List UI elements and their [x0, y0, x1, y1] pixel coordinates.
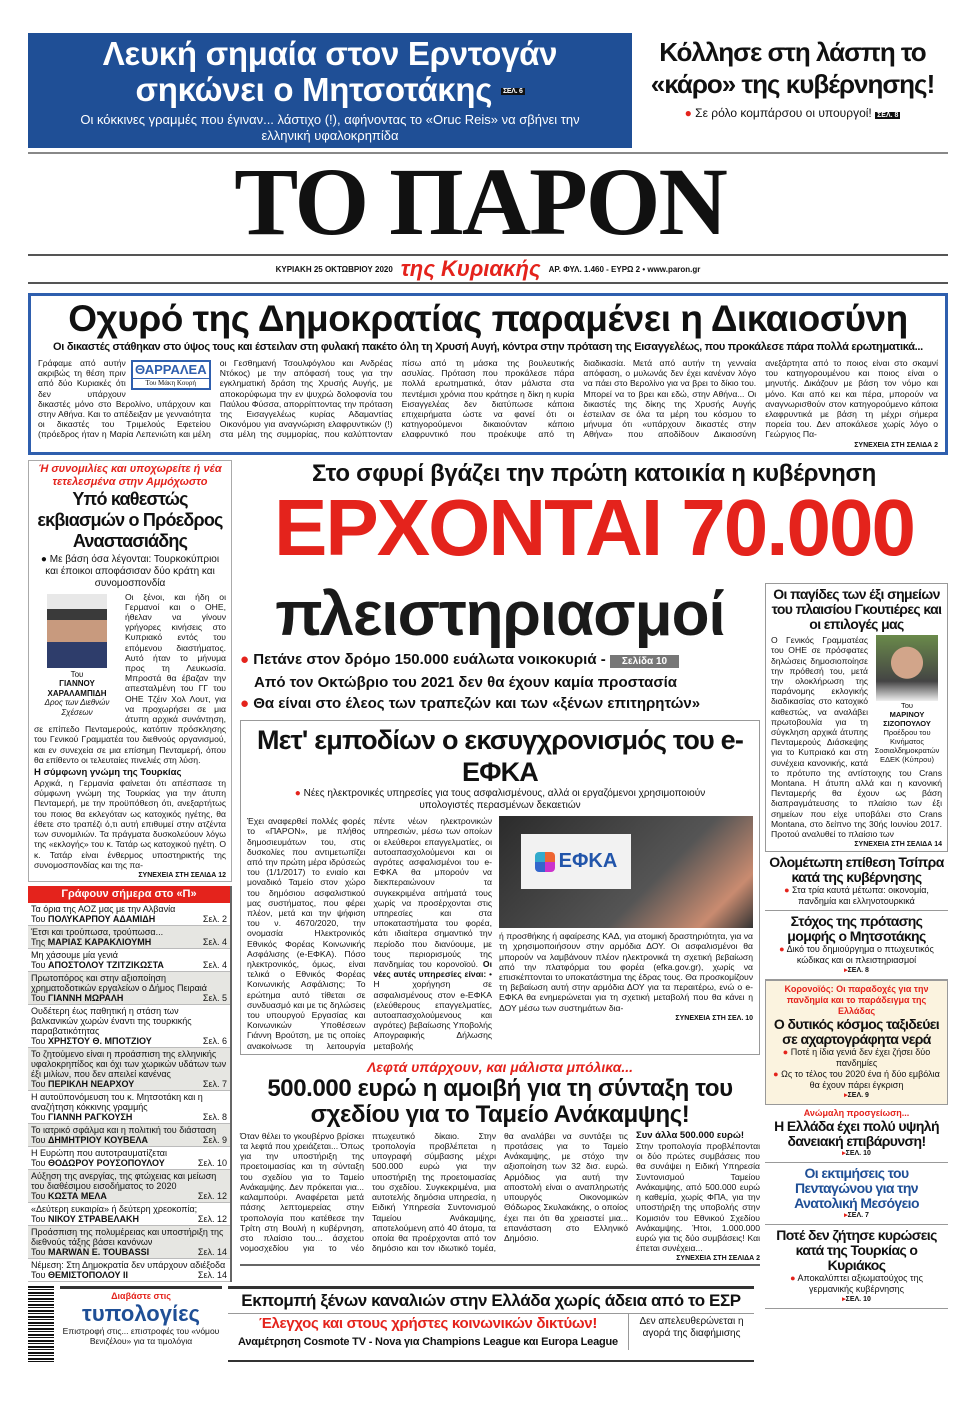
item-author: ΓΙΑΝΝΗ ΡΑΓΚΟΥΣΗ	[47, 1111, 133, 1122]
teaser-sub: Οι κόκκινες γραμμές που έγιναν... λάστιχο (!), αφήνοντας το «Oruc Reis» να σβήνει την ελληνική υφαλοκρηπίδα	[80, 112, 580, 144]
teaser[interactable]	[765, 852, 948, 911]
item-title: Μη χάσουμε μία γενιά	[31, 949, 118, 960]
kicker: Διαβάστε στις	[111, 1290, 171, 1301]
fund-article[interactable]	[240, 1059, 760, 1266]
masthead-subtitle: της Κυριακής	[400, 256, 541, 281]
headline: Εκπομπή ξένων καναλιών στην Ελλάδα χωρίς άδεια από το ΕΣΡ	[228, 1289, 754, 1314]
body: Του ΜΑΡΙΝΟΥ ΣΙΖΟΠΟΥΛΟΥ Προέδρου του Κινήματος Σοσιαλδημοκρατών ΕΔΕΚ (Κύπρου) Ο Γενικός Γραμματέας του ΟΗΕ σε πρόσφατες δηλώσεις δημοσιοποίησε την πρόθεσή του, μετά την ολοκλήρωση της παράνομης εκλογικής διαδικασίας στο κατοχικό καθεστώς, να αναλάβει πρωτοβουλία για τη σύγκληση αρχικά άτυπης Πενταμερούς Διάσκεψης για το Κυπριακό και στη συνέχεια κανονικής, κατά το πρότυπο της αντίστοιχης του Crans Montana. Η άτυπη αλλά και η κανονική Πενταμερής θα έχουν ως βάση διαπραγμάτευσης το πλαίσιο των έξι σημείων που είχε υποβάλει στο Crans Montana, στο δείπνο της 30ής Ιουνίου 2017. Προτού αναλυθεί το πλαίσιο των	[771, 635, 942, 840]
list-item[interactable]	[28, 949, 230, 972]
content-area	[28, 293, 948, 1362]
item-prefix: Του	[31, 1078, 46, 1089]
body: Όταν θέλει το γκουβέρνο βρίσκει τα λεφτά που χρειάζεται... Όπως για την υποστήριξη της προετοιμασίας και τη σύνταξη του σχεδίου για το Ταμείο Ανάκαμψης. Δεν πρόκειται για... καλαμπούρι. Αναφέρεται μετά πάσης λεπτομερείας στην τροπολογία που κατέθεσε την Τρίτη στη Βουλή η κυβέρνηση, στο πλαίσιο του... άσχετου νομοσχεδίου για το νέο πτωχευτικό δίκαιο. Στην τροπολογία προβλέπεται η υπογραφή σύμβασης μέχρι 500.000 ευρώ για την υποστήριξη της προετοιμασίας του σχεδίου. Συγκεκριμένα, μια αυτοτελής δημόσια υπηρεσία, η Ειδική Υπηρεσία Συντονισμού Ταμείου Ανάκαμψης, αποτελούμενη από 40 άτομα, τα οποία θα προέρχονται από τον δημόσιο και τον ιδιωτικό τομέα, θα αναλάβει να συντάξει τις προτάσεις για το Ταμείο Ανάκαμψης, με στόχο την αξιοποίηση των 32 δισ. ευρώ. Αρμόδιος για αυτή την αποστολή είναι ο αναπληρωτής υπουργός Οικονομικών Θόδωρος Σκυλακάκης, ο οποίος έχει πει ότι θα χρειαστεί μια... επανάσταση στο Ελληνικό Δημόσιο. Συν άλλα 500.000 ευρώ! Στην τροπολογία προβλέπονται οι δύο πρώτες συμβάσεις που θα συνάψει η Ειδική Υπηρεσία Συντονισμού Ταμείου Ανάκαμψης, από 500.000 ευρώ η καθεμία, χωρίς ΦΠΑ, για την υποστήριξη της υποβολής στην Κομισιόν του Εθνικού Σχεδίου Ανάκαμψης. Ήτοι, 1.000.000 ευρώ για τις δύο συμβάσεις! Και έπεται συνέχεια...	[240, 1129, 760, 1254]
list-item[interactable]	[28, 903, 230, 926]
subhead: Οι νέες αυτές υπηρεσίες είναι:	[373, 959, 492, 980]
item-prefix: Του	[31, 1269, 46, 1280]
author: Του ΜΑΡΙΝΟΥ ΣΙΖΟΠΟΥΛΟΥ Προέδρου του Κινήματος Σοσιαλδημοκρατών ΕΔΕΚ (Κύπρου)	[874, 701, 940, 765]
page-ref[interactable]: Σελίδα 10	[610, 655, 679, 668]
item-title: Αύξηση της ανεργίας, της φτώχειας και μείωση του διαθέσιμου εισοδήματος το 2020	[31, 1170, 217, 1191]
list-item[interactable]	[28, 1226, 230, 1259]
item-author: ΓΙΑΝΝΗ ΜΩΡΑΛΗ	[47, 992, 124, 1003]
teaser-headline: Ο δυτικός κόσμος ταξιδεύει σε αχαρτογράφητα νερά	[773, 1016, 940, 1048]
list-item[interactable]	[28, 1091, 230, 1124]
top-right-teaser[interactable]	[645, 36, 940, 148]
headline: Υπό καθεστώς εκβιασμών ο Πρόεδρος Αναστασιάδης	[37, 488, 223, 551]
page-ref[interactable]: ▸ΣΕΛ. 9	[844, 1092, 869, 1100]
bullet: ● Νέες ηλεκτρονικές υπηρεσίες για τους ασφαλισμένους, αλλά οι εργαζόμενοι χρησιμοποιούν υπολογιστές περασμένων δεκαετιών	[294, 788, 706, 812]
main-bullets: ● Πετάνε στον δρόμο 150.000 ευάλωτα νοικοκυριά - Σελίδα 10 Από τον Οκτώβριο του 2021 δεν θα έχουν καμία προστασία ● Θα είναι στο έλεος των τραπεζών και των «ξένων επιτηρητών»	[240, 651, 701, 713]
lead-body: ΘΑΡΡΑΛΕΑ Του Μάκη Κουρή Γράφαμε από αυτήν ακριβώς τη θέση πριν από δύο Κυριακές ότι δεν υπάρχουν δικαστές μόνο στο Βερολίνο, υπάρχουν και στην Αθήνα. Και το απέδειξαν με γενναιότητα οι δικαστές του Τριμελούς Εφετείου (πρόεδρος ήταν η Μαρία Λεπενιώτη και μέλη οι Γεσθημανή Τσουλφόγλου και Ανδρέας Ντόκος) με την απόφασή τους για την εγκληματική δράση της Χρυσής Αυγής, με αποκορύφωμα την εν ψυχρώ δολοφονία του Παύλου Φύσσα, απορρίπτοντας την πρόταση της Εισαγγελέως κυρίας Αδαμαντίας Οικονόμου για αναγνώριση ελαφρυντικών (!) στα μέλη της συμμορίας, που καλύπτονταν πίσω από τη μάσκα της βουλευτικής ασυλίας. Πρόταση που προκάλεσε πάρα πολλά ερωτηματικά, όταν μάλιστα στα πεντέμισι χρόνια που κράτησε η δίκη η κυρία Εισαγγελέας δεν διατύπωσε κάποια επιχειρήματα ώστε να φανεί ότι οι κατηγορούμενοι δικαιούνταν κάποιο ελαφρυντικό που προέκυψε από τη διαδικασία. Μετά από αυτήν τη γενναία απόφαση, ο μυλωνάς δεν έχει κανέναν λόγο να πάει στο Βερολίνο για να βρει το δίκιο του. Μπορεί να το βρει και εδώ, στην Αθήνα... Οι δικαστές της δίκης της Χρυσής Αυγής έστειλαν σε όλα τα μέρη του κόσμου το μήνυμα ότι «υπάρχουν δικαστές στην Αθήνα» που αποδίδουν Δικαιοσύνη ανεξάρτητα από το ποιος είναι στο σκαμνί του κατηγορουμένου και ποιος είναι ο μηνυτής. Δικάζουν με βάση τον νόμο και μόνο. Και από κει και πέρα, μπορούν να αναγνωρισθούν στον κατηγορούμενο κάποια ελαφρυντικά με βάση τη μέχρι σήμερα πορεία του. Δεν αποκάλεσε χωρίς λόγο ο Γεώργιος Πα-	[38, 358, 938, 440]
teaser-bullet: ● Ως το τέλος του 2020 ένα ή δύο εμβόλια θα έχουν πάρει έγκριση	[773, 1069, 940, 1091]
headline: Μετ' εμποδίων ο εκσυγχρονισμός του e-ΕΦΚΑ	[256, 725, 744, 788]
continue-link[interactable]: ΣΥΝΕΧΕΙΑ ΣΤΗ ΣΕΛΙΔΑ 14	[854, 841, 942, 849]
efka-photo	[499, 816, 753, 928]
item-title: Πρωτοπόρος και στην αξιοποίηση χρηματοδοτικών εργαλείων ο Δήμος Πειραιά	[31, 972, 207, 993]
teaser-headline: Στόχος της πρότασης μομφής ο Μητσοτάκης	[787, 913, 926, 945]
lead-article[interactable]	[28, 293, 948, 455]
main-headline-2: πλειστηριασμοί	[275, 580, 725, 650]
item-title: Το ιατρικό σφάλμα και η πολιτική του διάσταση	[31, 1124, 217, 1135]
item-page: Σελ. 12	[197, 1213, 227, 1224]
teasers	[765, 852, 948, 1309]
kicker: Λεφτά υπάρχουν, και μάλιστα μπόλικα...	[366, 1058, 634, 1075]
item-page: Σελ. 10	[197, 1157, 227, 1168]
teaser-bullet: ● Στα τρία καυτά μέτωπα: οικονομία, πανδημία και ελληνοτουρκικά	[784, 885, 929, 907]
headline: Οι παγίδες των έξι σημείων του πλαισίου Γκουτιέρες και οι επιλογές μας	[771, 586, 942, 633]
body: ή προσθήκης ή αφαίρεσης ΚΑΔ, για ατομική δραστηριότητα, για να τη χρησιμοποιήσουν στην αρμόδια ΔΟΥ. Οι ασφαλισμένοι θα μπορούν να λαμβάνουν πλέον ηλεκτρονικά τη σχετική βεβαίωση από την πλατφόρμα του φορέα (efka.gov.gr), χωρίς να επισκέπτονται το υποκατάστημα της έδρας τους. Θα προσκομίζουν τη βεβαίωση αυτή στην αρμόδια ΔΟΥ για τα περαιτέρω, ενώ ο e-ΕΦΚΑ θα ενημερώνεται για τη σχετική μεταβολή που θα κάνει η ΔΟΥ μέσω των συστημάτων δια-	[499, 931, 753, 1013]
item-page: Σελ. 9	[202, 1134, 227, 1145]
item-title: Νέμεση: Στη Δημοκρατία δεν υπάρχουν αδιέξοδα	[31, 1259, 226, 1270]
item-title: Έτσι και τρούπωσα, τρούπωσα...	[31, 926, 164, 937]
page-ref[interactable]: ▸ΣΕΛ. 10	[842, 1296, 871, 1304]
masthead-dateline	[28, 256, 948, 282]
issue-date: ΚΥΡΙΑΚΗ 25 ΟΚΤΩΒΡΙΟΥ 2020	[275, 264, 393, 274]
item-page: Σελ. 12	[197, 1190, 227, 1201]
efka-article[interactable]	[240, 720, 760, 1055]
item-title: Ουδέτερη έως παθητική η στάση των βαλκανικών χωρών έναντι της τουρκικής παραβατικότητας	[31, 1005, 192, 1036]
teaser-headline: Ποτέ δεν ζήτησε κυρώσεις κατά της Τουρκίας ο Κυριάκος	[776, 1227, 937, 1274]
teaser-headline: Λευκή σημαία στον Ερντογάν σηκώνει ο Μητσοτάκης ΣΕΛ. 6	[102, 35, 558, 108]
teaser-bullet: ● Ποτέ η ίδια γενιά δεν έχει ζήσει δύο πανδημίες	[782, 1047, 931, 1069]
item-page: Σελ. 8	[202, 1111, 227, 1122]
item-author: ΠΕΡΙΚΛΗ ΝΕΑΡΧΟΥ	[47, 1078, 135, 1089]
author: Του ΓΙΑΝΝΟΥ ΧΑΡΑΛΑΜΠΙΔΗ Δρος των Διεθνών Σχέσεων	[44, 669, 110, 717]
item-prefix: Του	[31, 913, 46, 924]
bullet: ● Με βάση όσα λέγονται: Τουρκοκύπριοι και έποικοι αποφάσισαν δύο κράτη και συνομοσπονδία	[40, 553, 220, 589]
item-prefix: Του	[31, 1246, 46, 1257]
page-ref[interactable]: ▸ΣΕΛ. 8	[844, 967, 869, 975]
typologies-box[interactable]	[60, 1286, 222, 1362]
author-box	[872, 635, 942, 764]
item-page: Σελ. 7	[202, 1078, 227, 1089]
item-prefix: Του	[31, 1134, 46, 1145]
item-title: Προάσπιση της πολυμέρειας και υποστήριξη της διεθνούς τάξης βάσει κανόνων	[31, 1226, 224, 1247]
center-column	[240, 580, 760, 1266]
teaser-bullet: ● Δικό του δημιούργημα ο πτωχευτικός κώδικας και οι πλειστηριασμοί	[779, 944, 934, 966]
efka-logo-icon	[535, 852, 555, 872]
item-prefix: Του	[31, 1157, 46, 1168]
teaser[interactable]	[765, 911, 948, 980]
body-2: Αρχικά, η Γερμανία φαίνεται ότι απέσπασε τη σύμφωνη γνώμη της Τουρκίας για την άτυπη Πενταμερή, με την προϋπόθεση ότι, ανεξαρτήτως του ποιος θα εκλεγόταν ως κατοχικός ηγέτης, θα έθετε στο τραπέζι ό,τι αυτή επιθυμεί στην ατζέντα των συνομιλιών. Τα πράγματα δυσκολεύουν λόγω της «εκλογής» του κ. Τατάρ ως κατοχικού ηγέτη. Ο κ. Τατάρ είναι ένθερμος υποστηρικτής της συνομοσπονδίας και της πα-	[34, 778, 226, 870]
continue-link[interactable]: ΣΥΝΕΧΕΙΑ ΣΤΗ ΣΕΛ. 10	[675, 1014, 753, 1022]
item-author: ΧΡΗΣΤΟΥ Θ. ΜΠΟΤΖΙΟΥ	[47, 1035, 152, 1046]
kicker: Κορονοϊός: Οι παραδοχές για την πανδημία και το παράδειγμα της Ελλάδας	[784, 984, 929, 1017]
item-prefix: Του	[31, 1213, 46, 1224]
list-item[interactable]	[28, 1170, 230, 1203]
text: Επιστροφή στις... επιστροφές του «νόμου Βενιζέλου» για τα τιμολόγια	[62, 1325, 220, 1346]
list-item[interactable]	[28, 1005, 230, 1048]
efka-logo: ΕΦΚΑ	[558, 850, 618, 873]
media-article[interactable]	[228, 1286, 754, 1362]
teaser[interactable]	[765, 1163, 948, 1225]
subhead: Η σύμφωνη γνώμη της Τουρκίας	[34, 767, 182, 779]
list-title: Γράφουν σήμερα στο «Π»	[28, 886, 230, 903]
left-column	[28, 460, 232, 1282]
page-ref[interactable]: ΣΕΛ. 8	[877, 112, 899, 119]
continue-link[interactable]: ΣΥΝΕΧΕΙΑ ΣΤΗ ΣΕΛΙΔΑ 2	[676, 1255, 760, 1263]
cyprus-article[interactable]	[28, 460, 232, 882]
teaser-sub: ● Σε ρόλο κομπάρσου οι υπουργοί! ΣΕΛ. 8	[684, 106, 899, 120]
item-prefix: Της	[31, 936, 46, 947]
column-badge	[131, 360, 211, 390]
list-item[interactable]	[28, 1048, 230, 1091]
right-column	[765, 583, 948, 1309]
item-title: Το ζητούμενο είναι η προάσπιση της ελληνικής υφαλοκρηπίδος και όχι των χωρικών υδάτων των έξι μιλίων, που δεν απειλεί κανένας	[31, 1048, 227, 1079]
continue-link[interactable]: ΣΥΝΕΧΕΙΑ ΣΤΗ ΣΕΛΙΔΑ 12	[138, 871, 226, 879]
item-author: ΘΟΔΩΡΟΥ ΡΟΥΣΟΠΟΥΛΟΥ	[47, 1157, 165, 1168]
item-title: «Δεύτερη ευκαιρία» ή δεύτερη χρεοκοπία;	[31, 1203, 198, 1214]
item-author: ΔΗΜΗΤΡΙΟΥ ΚΟΥΒΕΛΑ	[47, 1134, 149, 1145]
item-title: Τα όρια της ΑΟΖ μας με την Αλβανία	[31, 903, 176, 914]
body: Έχει αναφερθεί πολλές φορές το «ΠΑΡΟΝ», με πλήθος δημοσιευμάτων του, στις δυσκολίες που αντιμετωπίζει από την πρώτη μέρα ιδρύσεώς του (1/1/2017) το ενιαίο και μοναδικό Ταμείο στον χώρο του δημόσιου ασφαλιστικού μας συστήματος, που φέρει πλέον, μετά και την ψήφιση του ν. 4670/2020, την ονομασία Ηλεκτρονικός Εθνικός Φορέας Κοινωνικής Ασφάλισης (e-ΕΦΚΑ). Πόσο ηλεκτρονικός, όμως, είναι τελικά ο Εθνικός Φορέας Κοινωνικής Ασφάλισης; Το ερώτημα αυτό τίθεται σε συνδυασμό και με τις δηλώσεις του υπουργού Εργασίας και Κοινωνικών Υποθέσεων Γιάννη Βρούτση, με τις οποίες ανακοίνωσε τη λειτουργία πέντε νέων ηλεκτρονικών υπηρεσιών, μέσω των οποίων οι ελεύθεροι επαγγελματίες, οι αυτοαπασχολούμενοι και οι αγρότες ασφαλισμένοι του e-ΕΦΚΑ θα μπορούν να διεκπεραιώνουν τα συγκεκριμένα αιτήματά τους χωρίς να προσέρχονται στις υπηρεσίες και στα υποκαταστήματα του φορέα, κάτι ιδιαίτερα σημαντικό την περίοδο που διανύουμε, με τους περιορισμούς της πανδημίας του κορονοϊού. Οι νέες αυτές υπηρεσίες είναι: • Η χορήγηση σε ασφαλισμένους στον e-ΕΦΚΑ (ελεύθερους επαγγελματίες, αυτοαπασχολούμενους και αγρότες) βεβαίωσης Υποβολής Απογραφικής Δήλωσης μεταβολής	[247, 816, 492, 1051]
item-author: ΚΩΣΤΑ ΜΕΛΑ	[47, 1190, 107, 1201]
body-2: • Η χορήγηση σε ασφαλισμένους στον e-ΕΦΚΑ (ελεύθερους επαγγελματίες, αυτοαπασχολούμενους και αγρότες) βεβαίωσης Υποβολής Απογραφικής Δήλωσης μεταβολής	[373, 969, 492, 1051]
column-name: ΘΑΡΡΑΛΕΑ	[134, 362, 207, 377]
main-story-top	[240, 459, 948, 572]
top-left-teaser[interactable]	[28, 33, 632, 148]
author-photo	[47, 594, 107, 668]
item-title: Η Ευρώπη που αυτοτραυματίζεται	[31, 1147, 167, 1158]
item-page: Σελ. 4	[202, 959, 227, 970]
item-page: Σελ. 4	[202, 936, 227, 947]
headline: 500.000 ευρώ η αμοιβή για τη σύνταξη του σχεδίου για το Ταμείο Ανάκαμψης!	[267, 1074, 733, 1128]
teaser[interactable]	[765, 980, 948, 1105]
list-item[interactable]	[28, 1259, 230, 1282]
item-page: Σελ. 14	[197, 1269, 227, 1280]
item-prefix: Του	[31, 1035, 46, 1046]
lead-headline: Οχυρό της Δημοκρατίας παραμένει η Δικαιοσύνη	[68, 298, 908, 339]
list-item[interactable]	[28, 1124, 230, 1147]
teaser[interactable]	[765, 1225, 948, 1309]
item-page: Σελ. 5	[202, 992, 227, 1003]
guterres-article[interactable]	[765, 583, 948, 852]
teaser-bullet: ● Αποκαλύπτει αξιωματούχος της γερμανικής κυβέρνησης	[790, 1273, 923, 1295]
item-author: MARWAN E. TOUBASSI	[47, 1246, 150, 1257]
item-page: Σελ. 14	[197, 1246, 227, 1257]
bottom-strip	[28, 1286, 760, 1362]
subhead-red: Έλεγχος και στους χρήστες κοινωνικών δικτύων!	[258, 1314, 598, 1332]
item-author: ΜΑΡΙΑΣ ΚΑΡΑΚΛΙΟΥΜΗ	[47, 936, 152, 947]
item-title: Η αυτοϋπονόμευση του κ. Μητσοτάκη και η αναζήτηση κόκκινης γραμμής	[31, 1091, 203, 1112]
teaser-headline: Κόλλησε στη λάσπη το «κάρο» της κυβέρνησης!	[650, 37, 935, 99]
item-author: ΝΙΚΟΥ ΣΤΡΑΒΕΛΑΚΗ	[47, 1213, 140, 1224]
page-ref[interactable]: ▸ΣΕΛ. 10	[842, 1150, 871, 1158]
item-page: Σελ. 2	[202, 913, 227, 924]
teaser-headline: Ολομέτωπη επίθεση Τσίπρα κατά της κυβέρνησης	[769, 854, 944, 886]
masthead-rule	[28, 282, 948, 284]
item-prefix: Του	[31, 1111, 46, 1122]
page-ref[interactable]: ▸ΣΕΛ. 7	[844, 1212, 869, 1220]
list-item[interactable]	[28, 1147, 230, 1170]
page-ref[interactable]: ΣΕΛ. 6	[503, 88, 523, 96]
item-page: Σελ. 6	[202, 1035, 227, 1046]
author-box	[34, 594, 120, 718]
lead-subhead: Οι δικαστές στάθηκαν στο ύψος τους και έστειλαν στη φυλακή πακέτο όλη τη Χρυσή Αυγή, κόντρα στην πρόταση της Εισαγγελέως, που προκάλεσε πάρα πολλά ερωτηματικά...	[53, 341, 923, 353]
barcode	[28, 1286, 54, 1362]
item-prefix: Του	[31, 1190, 46, 1201]
teaser-headline: Οι εκτιμήσεις του Πενταγώνου για την Ανατολική Μεσόγειο	[794, 1165, 919, 1212]
kicker: Ανώμαλη προσγείωση...	[803, 1108, 910, 1119]
item-author: ΘΕΜΙΣΤΟΠΟΛΟΥ ΙΙ	[47, 1269, 128, 1280]
author-photo	[876, 635, 938, 701]
main-headline: ΕΡΧΟΝΤΑΙ 70.000	[274, 482, 914, 572]
columnists-list	[28, 886, 232, 1282]
body: Του ΓΙΑΝΝΟΥ ΧΑΡΑΛΑΜΠΙΔΗ Δρος των Διεθνών Σχέσεων Οι ξένοι, και ήδη οι Γερμανοί και ο ΟΗΕ, ήθελαν να γίνουν γρήγορες κινήσεις στο Κυπριακό εντός του επόμενου διαστήματος. Αυτό ήταν το μήνυμα προς τη Λευκωσία. Μπροστά θα έβαζαν την απεσταλμένη του ΓΓ του ΟΗΕ Τζέιν Χολ Λουτ, για να προχωρήσει σε μια άτυπη αρχικά συνάντηση, σε επίπεδο Πενταμερούς, κατόπιν πρόσκλησης του Γενικού Γραμματέα του διεθνούς οργανισμού, και εν συνεχεία σε μια επίσημη Πενταμερή, όπου θα επίθεντο οι τελευταίες πινελιές στη λύση. Η σύμφωνη γνώμη της Τουρκίας Αρχικά, η Γερμανία φαίνεται ότι απέσπασε τη σύμφωνη γνώμη της Τουρκίας για την άτυπη Πενταμερή, με την προϋπόθεση ότι, ανεξαρτήτως του ποιος θα εκλεγόταν ως κατοχικός ηγέτης, θα έθετε στο τραπέζι ό,τι αυτή επιθυμεί στην ατζέντα των συνομιλιών. Τα πράγματα δυσκολεύουν λόγω της «εκλογής» του κ. Τατάρ ως κατοχικού ηγέτη. Ο κ. Τατάρ είναι ένθερμος υποστηρικτής της συνομοσπονδίας και της πα-	[34, 591, 226, 870]
teaser-headline: Η Ελλάδα έχει πολύ υψηλή δανειακή επιβάρυνση!	[774, 1118, 939, 1150]
list-item[interactable]	[28, 1203, 230, 1226]
main-kicker: Στο σφυρί βγάζει την πρώτη κατοικία η κυβέρνηση	[311, 459, 877, 487]
masthead-title: ΤΟ ΠΑΡΟΝ	[234, 148, 726, 255]
list-item[interactable]	[28, 926, 230, 949]
item-author: ΑΠΟΣΤΟΛΟΥ ΤΖΙΤΖΙΚΩΣΤΑ	[47, 959, 164, 970]
subhead: Συν άλλα 500.000 ευρώ!	[636, 1129, 745, 1141]
list-item[interactable]	[28, 972, 230, 1005]
column-author: Του Μάκη Κουρή	[133, 378, 209, 388]
typologies-logo: τυπολογίες	[82, 1300, 200, 1326]
item-prefix: Του	[31, 992, 46, 1003]
item-author: ΠΟΛΥΚΑΡΠΟΥ ΑΔΑΜΙΔΗ	[47, 913, 156, 924]
teaser[interactable]	[765, 1105, 948, 1163]
subhead: Αναμέτρηση Cosmote TV - Nova για Champions League και Europa League	[238, 1335, 618, 1348]
issue-info: ΑΡ. ΦΥΛ. 1.460 - ΕΥΡΩ 2 • www.paron.gr	[548, 264, 701, 274]
continue-link[interactable]: ΣΥΝΕΧΕΙΑ ΣΤΗ ΣΕΛΙΔΑ 2	[854, 441, 938, 449]
kicker: Ή συνομιλίες και υποχωρείτε ή νέα τετελεσμένα στην Αμμόχωστο	[38, 462, 222, 488]
item-prefix: Του	[31, 959, 46, 970]
side-note: Δεν απελευθερώνεται η αγορά της διαφήμισης	[628, 1314, 754, 1350]
